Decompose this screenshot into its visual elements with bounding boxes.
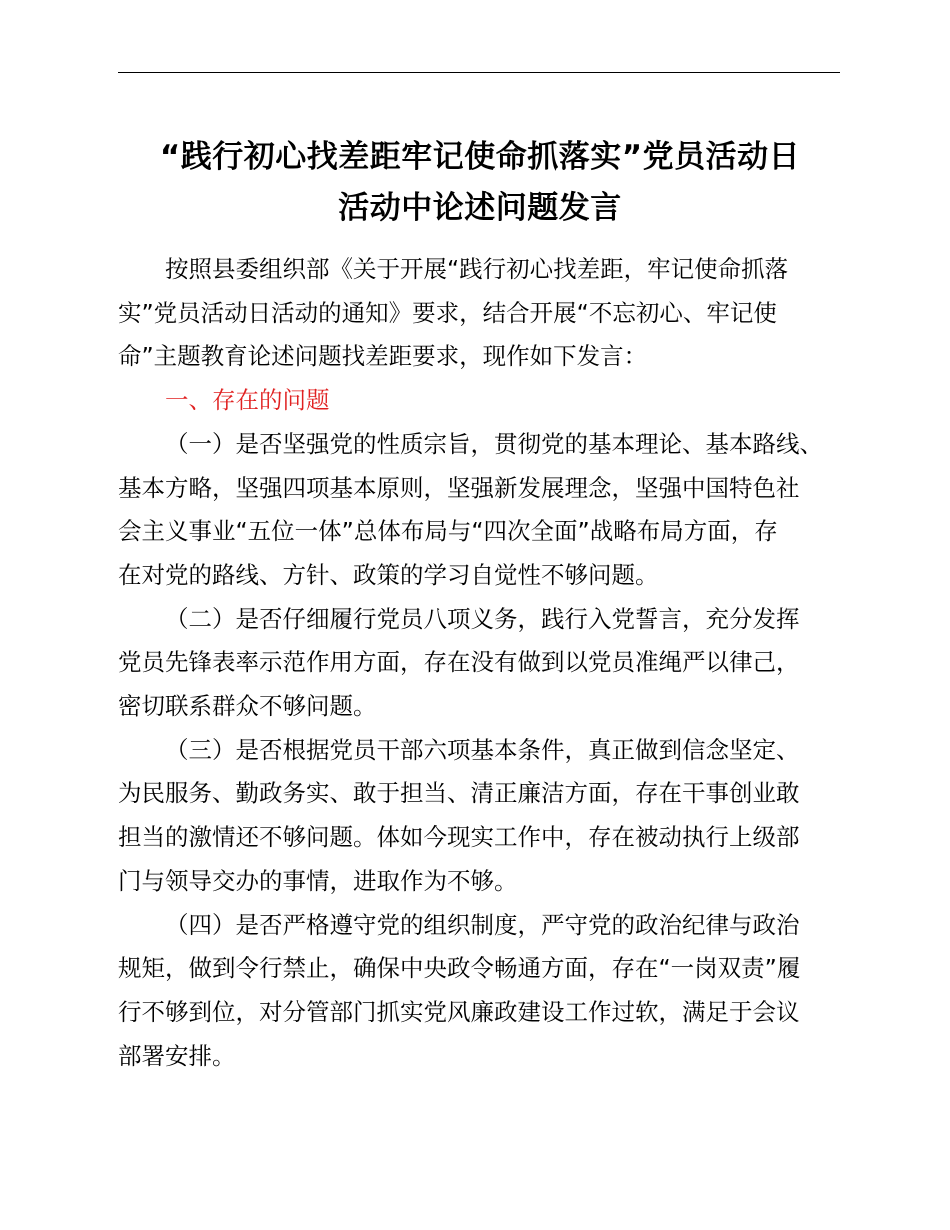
text-line: 基本方略，坚强四项基本原则，坚强新发展理念，坚强中国特色社	[118, 473, 800, 502]
item-1-paragraph	[118, 423, 840, 598]
section-heading	[118, 379, 840, 423]
title-line-2: 活动中论述问题发言	[338, 190, 622, 226]
header-rule	[118, 72, 840, 73]
text-line: 担当的激情还不够问题。体如今现实工作中，存在被动执行上级部	[118, 823, 800, 852]
document-body	[118, 248, 840, 1078]
item-3-paragraph	[118, 729, 840, 904]
text-line: （二）是否仔细履行党员八项义务，践行入党誓言，充分发挥	[165, 604, 800, 633]
text-line: 规矩，做到令行禁止，确保中央政令畅通方面，存在“一岗双责”履	[118, 954, 801, 983]
text-line: （四）是否严格遵守党的组织制度，严守党的政治纪律与政治	[165, 910, 800, 939]
text-line: （一）是否坚强党的性质宗旨，贯彻党的基本理论、基本路线、	[165, 429, 823, 458]
intro-paragraph	[118, 248, 840, 379]
text-line: 密切联系群众不够问题。	[118, 692, 377, 721]
title-line-1: “践行初心找差距牢记使命抓落实”党员活动日	[159, 139, 801, 175]
item-2-paragraph	[118, 598, 840, 729]
text-line: 门与领导交办的事情，进取作为不够。	[118, 866, 518, 895]
text-line: 在对党的路线、方针、政策的学习自觉性不够问题。	[118, 560, 659, 589]
text-line: 实”党员活动日活动的通知》要求，结合开展“不忘初心、牢记使	[118, 298, 777, 327]
text-line: 部署安排。	[118, 1041, 236, 1070]
text-line: （三）是否根据党员干部六项基本条件，真正做到信念坚定、	[165, 735, 800, 764]
document-title	[100, 132, 860, 234]
text-line: 为民服务、勤政务实、敢于担当、清正廉洁方面，存在干事创业敢	[118, 779, 800, 808]
text-line: 命”主题教育论述问题找差距要求，现作如下发言：	[118, 342, 648, 371]
item-4-paragraph	[118, 904, 840, 1079]
text-line: 行不够到位，对分管部门抓实党风廉政建设工作过软，满足于会议	[118, 997, 800, 1026]
text-line: 按照县委组织部《关于开展“践行初心找差距，牢记使命抓落	[165, 255, 789, 283]
section-heading-text: 一、存在的问题	[165, 386, 330, 415]
text-line: 会主义事业“五位一体”总体布局与“四次全面”战略布局方面，存	[118, 517, 778, 546]
text-line: 党员先锋表率示范作用方面，存在没有做到以党员准绳严以律己，	[118, 648, 800, 677]
